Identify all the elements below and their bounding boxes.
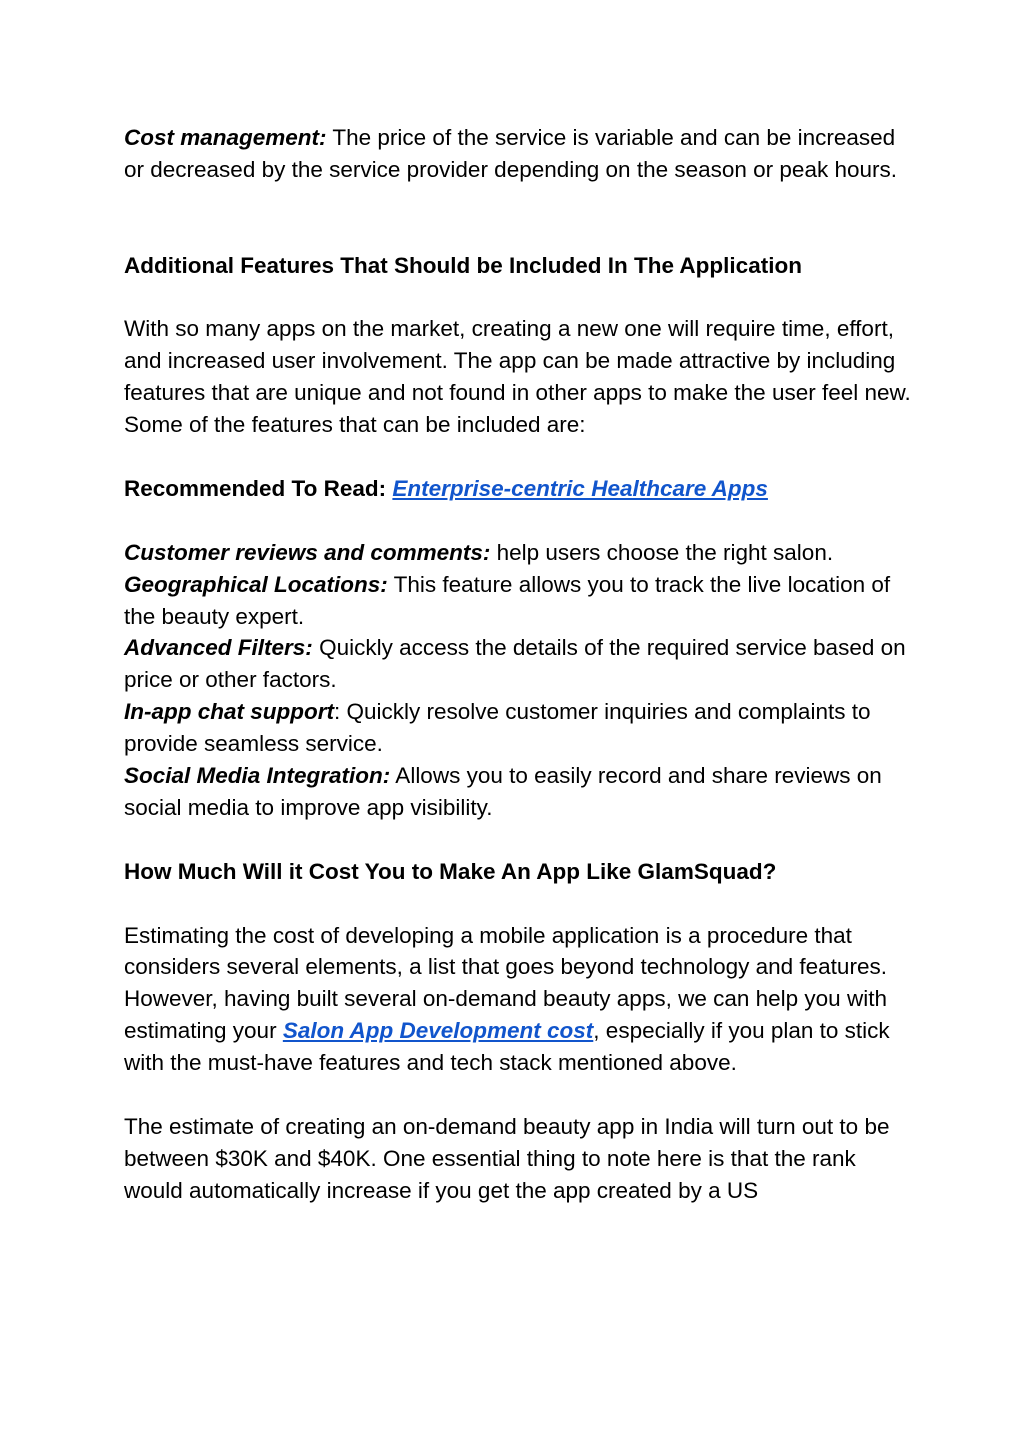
feature-item-advanced-filters xyxy=(124,632,914,696)
feature-item-in-app-chat xyxy=(124,696,914,760)
feature-text: Quickly access the details of the required service based on price or other factors. xyxy=(124,635,906,693)
cost-heading: How Much Will it Cost You to Make An App Like GlamSquad? xyxy=(124,858,777,884)
salon-app-cost-link[interactable]: Salon App Development cost xyxy=(282,1018,594,1044)
cost-paragraph-1-after: , especially if you plan to stick with the must-have features and tech stack mentioned above. xyxy=(124,1018,890,1076)
recommended-label: Recommended To Read: xyxy=(124,475,393,501)
feature-label: Advanced Filters: xyxy=(124,635,313,661)
cost-management-text: The price of the service is variable and can be increased or decreased by the service provider depending on the season or peak hours. xyxy=(124,125,897,182)
recommended-paragraph xyxy=(124,473,914,505)
feature-text: help users choose the right salon. xyxy=(490,539,834,565)
cost-paragraph-1-before: Estimating the cost of developing a mobile application is a procedure that considers several elements, a list that goes beyond technology and features. However, having built several on-demand beauty apps, we can help you with estimating your xyxy=(124,922,887,1044)
feature-text: Allows you to easily record and share reviews on social media to improve app visibility. xyxy=(124,763,882,820)
feature-label: Geographical Locations: xyxy=(124,571,388,597)
feature-item-customer-reviews xyxy=(124,537,914,569)
recommended-link[interactable]: Enterprise-centric Healthcare Apps xyxy=(392,475,768,501)
feature-text: This feature allows you to track the live location of the beauty expert. xyxy=(124,571,891,629)
additional-features-intro: With so many apps on the market, creating a new one will require time, effort, and increased user involvement. The app can be made attractive by including features that are unique and not found in other apps to make the user feel new. Some of the features that can be included are: xyxy=(124,316,911,438)
feature-item-geographical-locations xyxy=(124,569,914,633)
additional-features-heading: Additional Features That Should be Included In The Application xyxy=(124,252,802,278)
feature-label: Social Media Integration: xyxy=(124,763,391,789)
feature-label: In-app chat support xyxy=(124,699,334,725)
cost-paragraph-1 xyxy=(124,920,914,1080)
feature-item-social-media xyxy=(124,760,914,824)
spacer xyxy=(124,186,914,250)
cost-paragraph-2: The estimate of creating an on-demand beauty app in India will turn out to be between $30K and $40K. One essential thing to note here is that the rank would automatically increase if you get the app created by a US xyxy=(124,1113,890,1203)
cost-management-paragraph xyxy=(124,122,914,186)
cost-management-label: Cost management: xyxy=(124,125,327,150)
feature-text: : Quickly resolve customer inquiries and complaints to provide seamless service. xyxy=(124,699,871,757)
feature-label: Customer reviews and comments: xyxy=(124,539,491,565)
feature-list xyxy=(124,537,914,824)
document-page xyxy=(124,122,914,1207)
